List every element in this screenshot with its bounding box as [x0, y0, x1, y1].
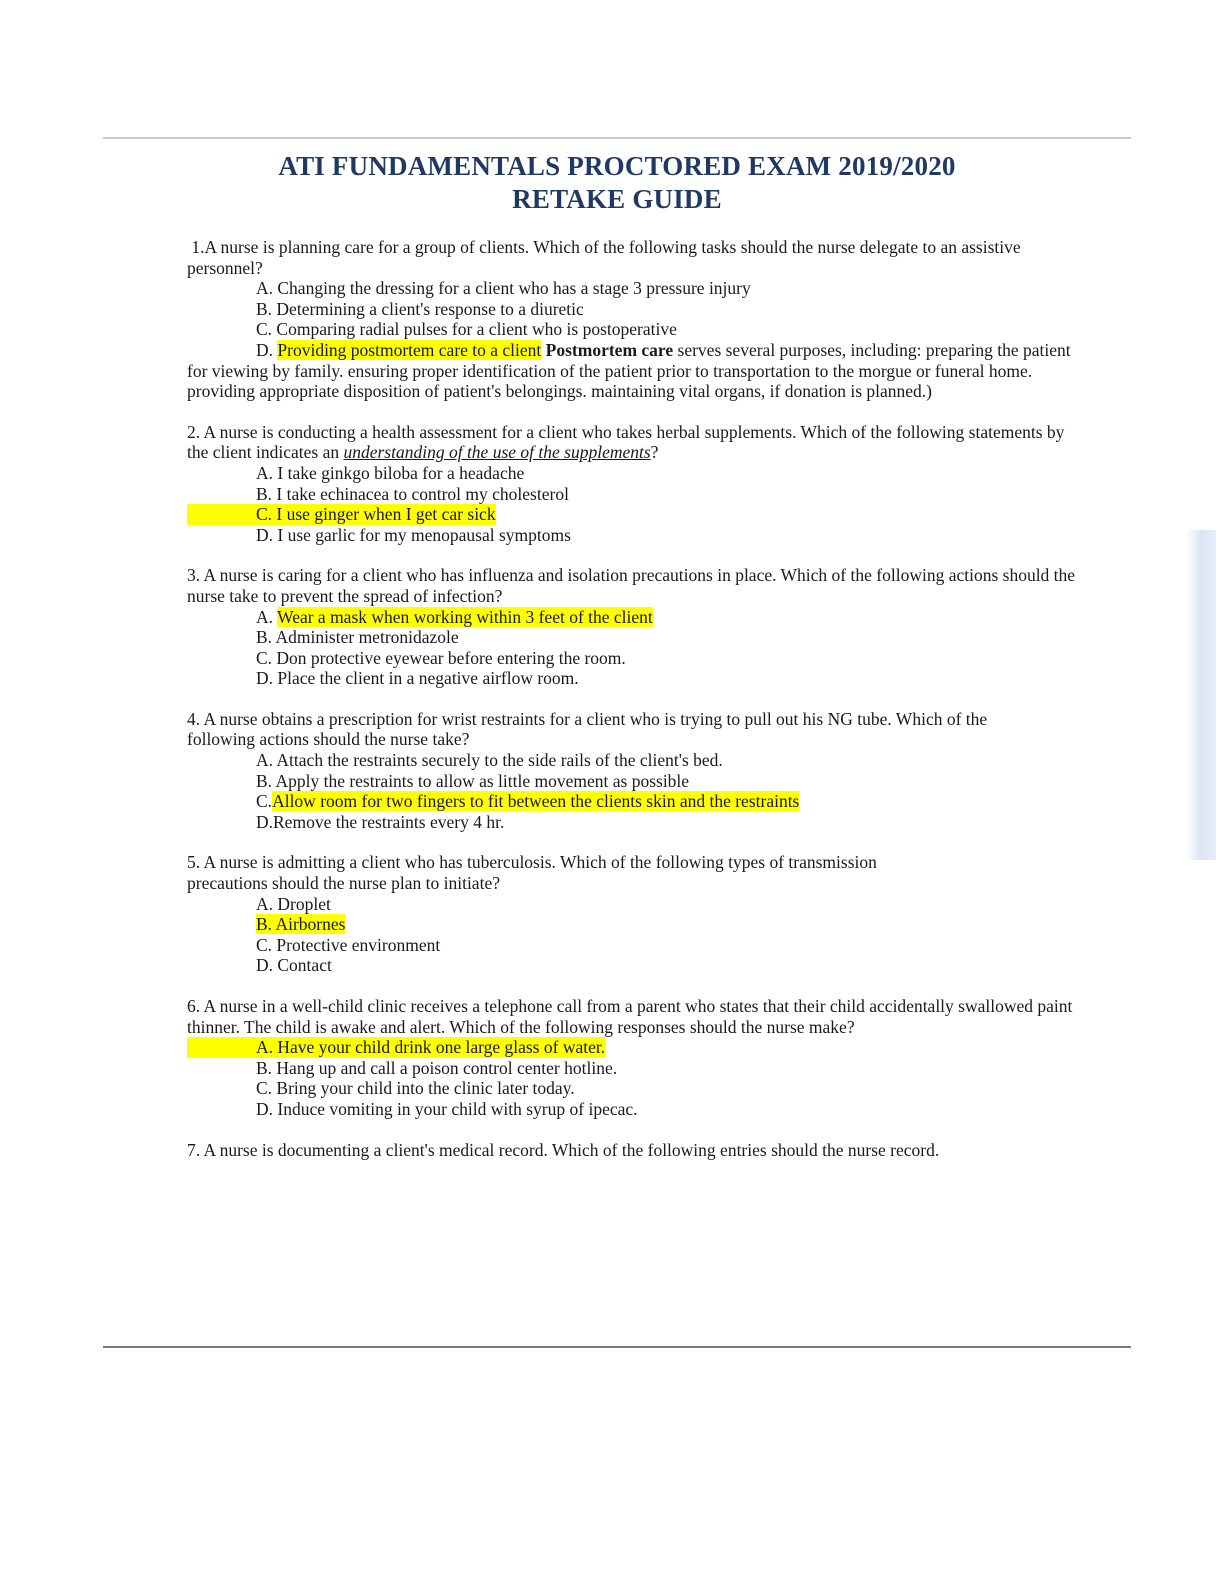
question-3-options — [187, 607, 1087, 689]
question-2-text — [187, 422, 1087, 463]
question-6-options — [187, 1037, 1087, 1119]
question-5-option-d: D. Contact — [256, 955, 332, 976]
question-5-option-c: C. Protective environment — [256, 934, 441, 955]
question-5-option-a: A. Droplet — [256, 893, 331, 914]
question-7 — [187, 1140, 1087, 1161]
question-6-answer: A. Have your child drink one large glass of water. — [187, 1037, 605, 1058]
question-1-answer-prefix: D. — [256, 339, 278, 360]
question-1-option-b: B. Determining a client's response to a diuretic — [256, 298, 584, 319]
question-4-option-a: A. Attach the restraints securely to the side rails of the client's bed. — [256, 750, 723, 771]
question-2-option-c-row — [187, 504, 1087, 525]
question-3-option-c: C. Don protective eyewear before entering the room. — [256, 647, 626, 668]
question-2-option-d: D. I use garlic for my menopausal symptoms — [256, 524, 571, 545]
question-4-text: 4. A nurse obtains a prescription for wrist restraints for a client who is trying to pull out his NG tube. Which of the following actions should the nurse take? — [187, 708, 988, 750]
question-3-text: 3. A nurse is caring for a client who has influenza and isolation precautions in place. Which of the following actions should the nurse take to prevent the spread of infection? — [187, 565, 1076, 606]
question-5-option-b — [187, 914, 1087, 935]
question-6-option-a-row — [187, 1037, 1087, 1058]
question-4-answer: Allow room for two fingers to fit between the clients skin and the restraints — [272, 791, 800, 812]
side-decoration — [1186, 530, 1216, 860]
question-3 — [187, 565, 1087, 689]
question-1-explanation: serves several purposes, including: preparing the patient for viewing by family. ensuring proper identification of the patient prior to transportation to the morgue or funeral home. providing appropriate disposition of patient's belongings. maintaining vital organs, if donation is planned.) — [187, 339, 1071, 402]
question-3-answer: Wear a mask when working within 3 feet of the client — [277, 606, 653, 627]
question-1-text: 1.A nurse is planning care for a group of clients. Which of the following tasks should the nurse delegate to an assistive personnel? — [187, 237, 1026, 278]
question-1-options — [187, 278, 1087, 402]
question-5-text: 5. A nurse is admitting a client who has tuberculosis. Which of the following types of transmission precautions should the nurse plan to initiate? — [187, 852, 877, 894]
question-3-option-b: B. Administer metronidazole — [256, 627, 459, 648]
question-7-text: 7. A nurse is documenting a client's medical record. Which of the following entries should the nurse record. — [187, 1139, 940, 1160]
question-6 — [187, 996, 1087, 1120]
question-2-text-before: 2. A nurse is conducting a health assessment for a client who takes herbal supplements. Which of the following statements by the client indicates an — [187, 421, 1065, 463]
question-3-option-a — [187, 607, 1087, 628]
question-6-text: 6. A nurse in a well-child clinic receives a telephone call from a parent who states that their child accidentally swallowed paint thinner. The child is awake and alert. Which of the following responses should the nurse make? — [187, 996, 1073, 1037]
question-4-option-c — [187, 791, 1087, 812]
question-4-answer-prefix: C. — [256, 791, 273, 812]
question-4-options — [187, 750, 1087, 832]
page-title — [103, 150, 1131, 216]
title-line-2: RETAKE GUIDE — [512, 184, 722, 214]
question-3-option-d: D. Place the client in a negative airflow room. — [256, 668, 579, 689]
question-list — [187, 237, 1087, 1180]
question-2-option-a: A. I take ginkgo biloba for a headache — [256, 462, 525, 483]
question-2 — [187, 422, 1087, 546]
question-5 — [187, 852, 1087, 976]
question-5-options — [187, 894, 1087, 976]
question-1-explanation-term: Postmortem care — [545, 339, 674, 360]
question-2-text-after: ? — [650, 442, 659, 463]
question-4-option-d: D.Remove the restraints every 4 hr. — [256, 811, 505, 832]
bottom-divider — [103, 1346, 1131, 1348]
question-2-option-b: B. I take echinacea to control my cholesterol — [256, 483, 569, 504]
title-line-1: ATI FUNDAMENTALS PROCTORED EXAM 2019/2020 — [278, 151, 956, 181]
question-1-option-c: C. Comparing radial pulses for a client who is postoperative — [256, 319, 677, 340]
question-1-option-a: A. Changing the dressing for a client who has a stage 3 pressure injury — [256, 278, 751, 299]
question-6-option-d: D. Induce vomiting in your child with syrup of ipecac. — [256, 1098, 638, 1119]
question-1 — [187, 237, 1087, 402]
top-divider — [103, 137, 1131, 139]
question-2-options — [187, 463, 1087, 545]
question-6-option-b: B. Hang up and call a poison control center hotline. — [256, 1057, 618, 1078]
question-4-option-b: B. Apply the restraints to allow as little movement as possible — [256, 770, 690, 791]
question-2-text-emphasis: understanding of the use of the supplements — [343, 442, 651, 463]
question-2-option-c: C. I use ginger when I get car sick — [187, 504, 496, 525]
question-3-answer-prefix: A. — [256, 606, 278, 627]
question-5-answer: B. Airbornes — [256, 914, 346, 935]
question-4 — [187, 709, 1087, 833]
question-1-option-d — [187, 340, 1087, 402]
question-1-answer: Providing postmortem care to a client — [277, 339, 542, 360]
question-6-option-c: C. Bring your child into the clinic later today. — [256, 1078, 575, 1099]
